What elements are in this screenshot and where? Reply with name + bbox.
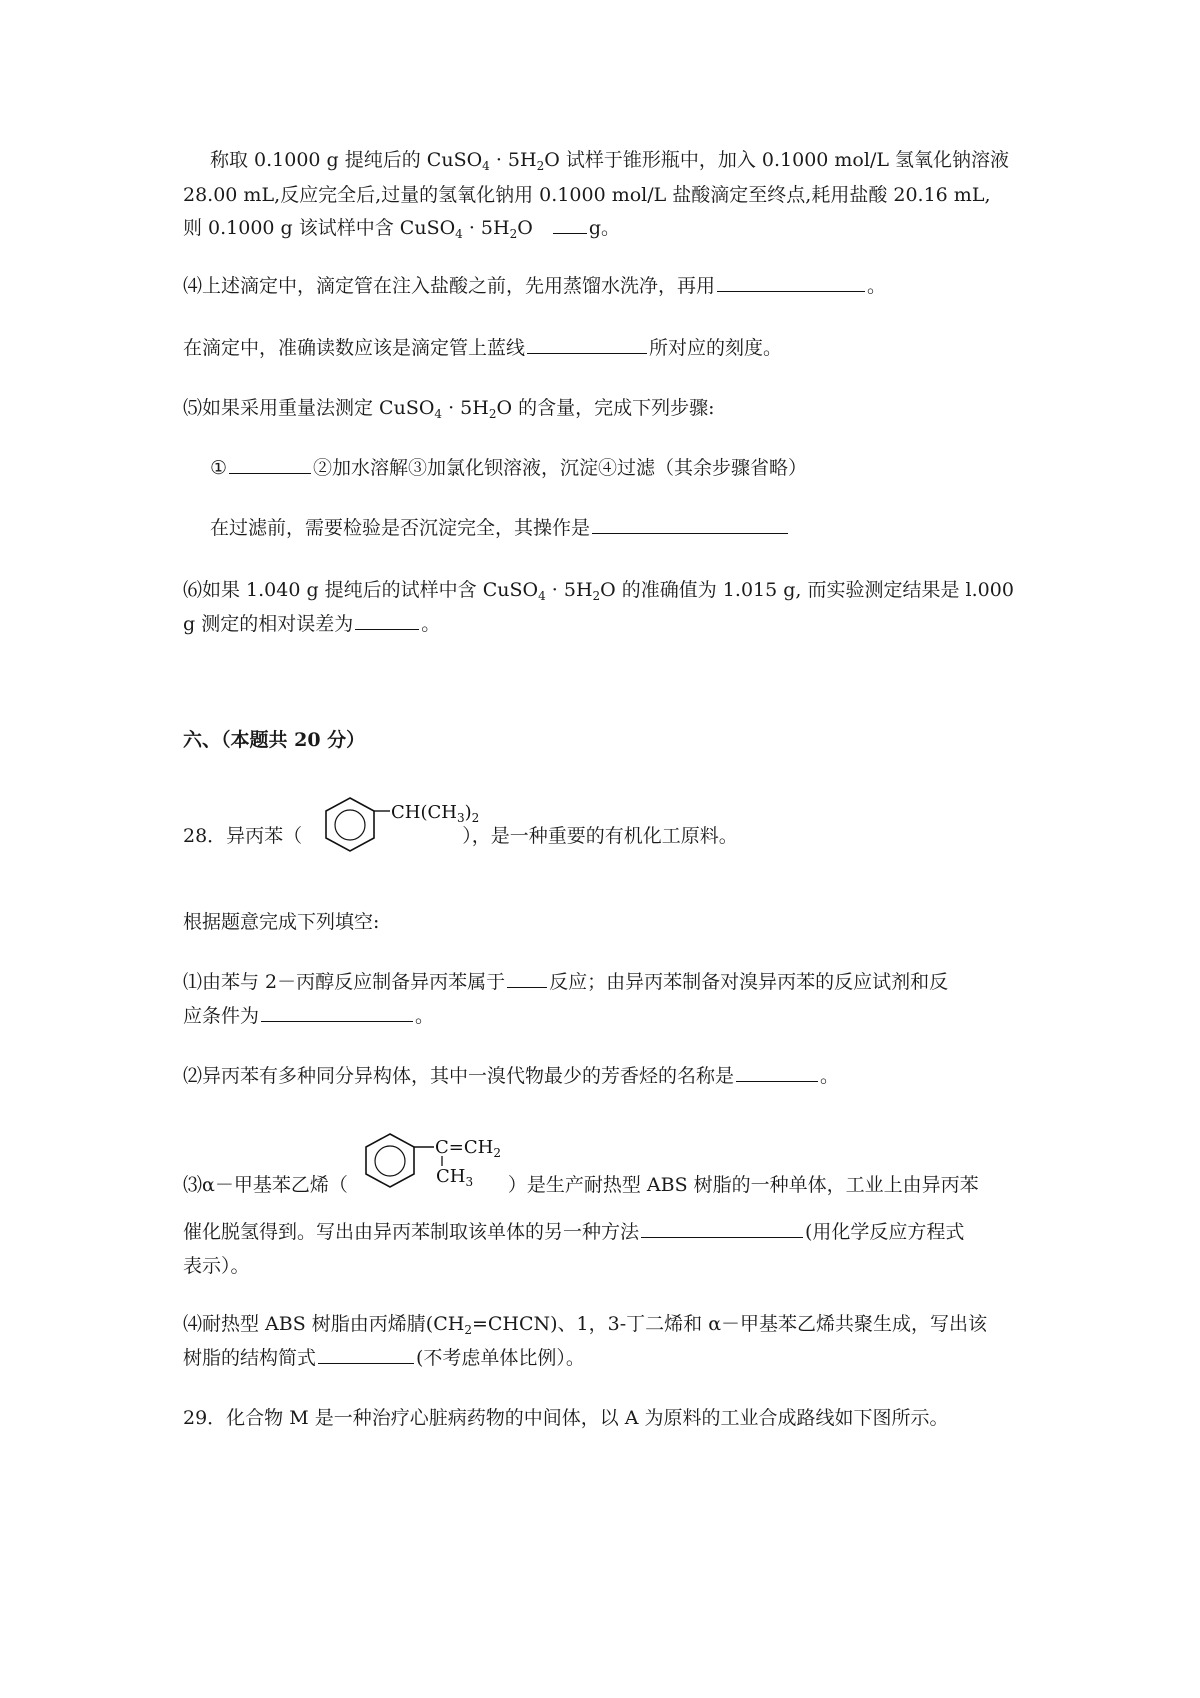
text: 在滴定中，准确读数应该是滴定管上蓝线 <box>183 337 526 359</box>
subscript: 4 <box>482 159 490 173</box>
text: 反应；由异丙苯制备对溴异丙苯的反应试剂和反 <box>549 971 949 993</box>
answer-blank[interactable] <box>592 515 788 534</box>
text: 在过滤前，需要检验是否沉淀完全，其操作是 <box>210 517 591 539</box>
q28-part1-line1 <box>183 968 948 996</box>
q28-part2 <box>183 1062 839 1090</box>
text: · 5H <box>545 579 593 601</box>
q27-calc-line1 <box>210 146 1009 174</box>
subscript: 4 <box>455 227 463 241</box>
answer-blank[interactable] <box>717 273 865 292</box>
text: ），是一种重要的有机化工原料。 <box>462 825 738 847</box>
text: · 5H <box>442 397 489 419</box>
q27-part4-line1 <box>183 272 886 300</box>
text: O <box>517 217 533 239</box>
text: ① <box>210 457 228 479</box>
q27-part6-line1 <box>183 576 1014 604</box>
q28-part3-line3: 表示）。 <box>183 1255 250 1277</box>
answer-blank[interactable] <box>527 335 647 354</box>
text: 催化脱氢得到。写出由异丙苯制取该单体的另一种方法 <box>183 1221 640 1243</box>
struct1-label: $CH(CH_3)_2$ <box>391 802 480 825</box>
text: O 的含量，完成下列步骤: <box>496 397 715 419</box>
q28-part1-line2 <box>183 1002 434 1030</box>
text: · 5H <box>462 217 510 239</box>
answer-blank[interactable] <box>229 455 311 474</box>
q29-text: 29．化合物 M 是一种治疗心脏病药物的中间体，以 A 为原料的工业合成路线如下图所示。 <box>183 1407 949 1429</box>
text: (用化学反应方程式 <box>805 1221 965 1243</box>
struct2-bottom: $CH_3$ <box>436 1166 474 1189</box>
text: ②加水溶解③加氯化钡溶液，沉淀④过滤（其余步骤省略） <box>313 457 808 479</box>
text: (不考虑单体比例）。 <box>416 1347 585 1369</box>
text: · 5H <box>489 149 537 171</box>
text: =CHCN)、1，3-丁二烯和 α－甲基苯乙烯共聚生成，写出该 <box>471 1313 988 1335</box>
q28-part3-line1 <box>183 1171 979 1199</box>
text: 。 <box>867 275 887 297</box>
answer-blank[interactable] <box>355 611 419 630</box>
section-heading: 六、（本题共 20 分） <box>183 729 366 751</box>
text: 。 <box>415 1005 435 1027</box>
text: 树脂的结构简式 <box>183 1347 317 1369</box>
subscript: 2 <box>592 589 601 603</box>
answer-blank[interactable] <box>553 215 587 234</box>
q28-part4-line1 <box>183 1310 987 1338</box>
text: g。 <box>588 217 621 239</box>
answer-blank[interactable] <box>318 1345 414 1364</box>
answer-blank[interactable] <box>261 1003 413 1022</box>
text: 应条件为 <box>183 1005 260 1027</box>
text: O 试样于锥形瓶中，加入 0.1000 mol/L 氢氧化钠溶液 <box>544 149 1010 171</box>
answer-blank[interactable] <box>641 1219 803 1238</box>
subscript: 4 <box>434 407 443 421</box>
text: ）是生产耐热型 ABS 树脂的一种单体，工业上由异丙苯 <box>507 1174 979 1196</box>
q28-part4-line2 <box>183 1344 585 1372</box>
q28-part3-line2 <box>183 1218 964 1246</box>
text: ⑸如果采用重量法测定 CuSO <box>183 397 435 419</box>
text: ⑷上述滴定中，滴定管在注入盐酸之前，先用蒸馏水洗净，再用 <box>183 275 716 297</box>
q27-part5-line2 <box>210 454 807 482</box>
subscript: 2 <box>509 227 518 241</box>
text: ⑵异丙苯有多种同分异构体，其中一溴代物最少的芳香烃的名称是 <box>183 1065 735 1087</box>
struct2-top: $C=CH_2$ <box>435 1137 501 1160</box>
q28-instruction: 根据题意完成下列填空: <box>183 911 380 933</box>
subscript: 2 <box>488 407 497 421</box>
q27-calc-line2: 28.00 mL,反应完全后,过量的氢氧化钠用 0.1000 mol/L 盐酸滴定至终点,耗用盐酸 20.16 mL, <box>183 184 991 206</box>
q28-intro <box>183 822 738 850</box>
text: ⑹如果 1.040 g 提纯后的试样中含 CuSO <box>183 579 539 601</box>
text: 28．异丙苯（ <box>183 825 303 847</box>
text: ⑷耐热型 ABS 树脂由丙烯腈(CH <box>183 1313 465 1335</box>
text: 称取 0.1000 g 提纯后的 CuSO <box>210 149 483 171</box>
q27-part5-line1 <box>183 394 715 422</box>
text: ⑶α－甲基苯乙烯（ <box>183 1174 348 1196</box>
answer-blank[interactable] <box>736 1063 818 1082</box>
text: ⑴由苯与 2－丙醇反应制备异丙苯属于 <box>183 971 506 993</box>
q27-part6-line2 <box>183 610 440 638</box>
text: g 测定的相对误差为 <box>183 613 354 635</box>
text: 则 0.1000 g 该试样中含 CuSO <box>183 217 456 239</box>
text: 所对应的刻度。 <box>649 337 783 359</box>
text: O 的准确值为 1.015 g, 而实验测定结果是 l.000 <box>600 579 1014 601</box>
text: 。 <box>421 613 441 635</box>
q27-calc-line3 <box>183 214 620 242</box>
subscript: 2 <box>536 159 545 173</box>
q27-part5-line3 <box>210 514 790 542</box>
subscript: 4 <box>538 589 546 603</box>
q27-part4-line2 <box>183 334 782 362</box>
text: 。 <box>820 1065 840 1087</box>
subscript: 2 <box>464 1323 472 1337</box>
answer-blank[interactable] <box>507 969 547 988</box>
